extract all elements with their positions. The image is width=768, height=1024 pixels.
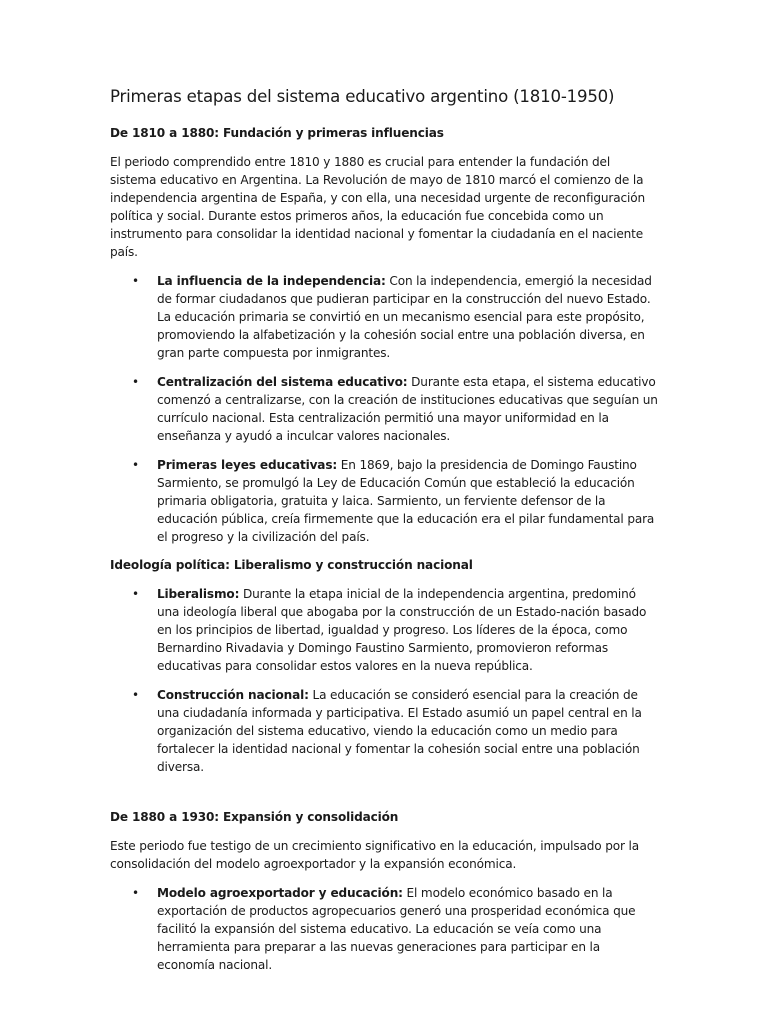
list-item-term: Construcción nacional:: [157, 688, 309, 702]
section-heading-ideologia: Ideología política: Liberalismo y construcción nacional: [110, 558, 473, 572]
bullet-list-ideologia: [110, 585, 658, 776]
list-item-text: Con la independencia, emergió la necesidad de formar ciudadanos que pudieran participar en la construcción del nuevo Estado. La educación primaria se convirtió en un mecanismo esencial para este propósito, promoviendo la alfabetización y la cohesión social entre una población diversa, en gran parte compuesta por inmigrantes.: [157, 274, 652, 360]
bullet-icon: •: [132, 274, 139, 288]
bullet-icon: •: [132, 688, 139, 702]
list-item: [110, 456, 658, 546]
bullet-icon: •: [132, 886, 139, 900]
list-item: [110, 373, 658, 445]
list-item-term: La influencia de la independencia:: [157, 274, 386, 288]
list-item: [110, 272, 658, 362]
bullet-list-1880-1930: [110, 884, 658, 974]
section-paragraph-1810-1880: El periodo comprendido entre 1810 y 1880 es crucial para entender la fundación del sistema educativo en Argentina. La Revolución de mayo de 1810 marcó el comienzo de la independencia argentina de España, y con ella, una necesidad urgente de reconfiguración política y social. Durante estos primeros años, la educación fue concebida como un instrumento para consolidar la identidad nacional y fomentar la ciudadanía en el naciente país.: [110, 155, 645, 259]
list-item-text: La educación se consideró esencial para la creación de una ciudadanía informada y participativa. El Estado asumió un papel central en la organización del sistema educativo, viendo la educación como un medio para fortalecer la identidad nacional y fomentar la cohesión social entre una población diversa.: [157, 688, 642, 774]
list-item-term: Modelo agroexportador y educación:: [157, 886, 403, 900]
list-item: [110, 585, 658, 675]
section-heading-1880-1930: De 1880 a 1930: Expansión y consolidación: [110, 810, 399, 824]
bullet-icon: •: [132, 587, 139, 601]
list-item: [110, 686, 658, 776]
bullet-list-1810-1880: [110, 272, 658, 546]
list-item: [110, 884, 658, 974]
list-item-text: En 1869, bajo la presidencia de Domingo Faustino Sarmiento, se promulgó la Ley de Educación Común que estableció la educación primaria obligatoria, gratuita y laica. Sarmiento, un ferviente defensor de la educación pública, creía firmemente que la educación era el pilar fundamental para el progreso y la civilización del país.: [157, 458, 655, 544]
list-item-term: Primeras leyes educativas:: [157, 458, 338, 472]
section-paragraph-1880-1930: Este periodo fue testigo de un crecimiento significativo en la educación, impulsado por la consolidación del modelo agroexportador y la expansión económica.: [110, 839, 639, 871]
bullet-icon: •: [132, 375, 139, 389]
document-title: Primeras etapas del sistema educativo argentino (1810-1950): [110, 87, 615, 106]
document-page: [110, 86, 658, 985]
section-heading-1810-1880: De 1810 a 1880: Fundación y primeras influencias: [110, 126, 444, 140]
bullet-icon: •: [132, 458, 139, 472]
list-item-term: Liberalismo:: [157, 587, 240, 601]
list-item-text: Durante esta etapa, el sistema educativo comenzó a centralizarse, con la creación de instituciones educativas que seguían un currículo nacional. Esta centralización permitió una mayor uniformidad en la enseñanza y ayudó a inculcar valores nacionales.: [157, 375, 658, 443]
section-spacer: [110, 787, 658, 809]
list-item-term: Centralización del sistema educativo:: [157, 375, 408, 389]
list-item-text: Durante la etapa inicial de la independencia argentina, predominó una ideología liberal que abogaba por la construcción de un Estado-nación basado en los principios de libertad, igualdad y progreso. Los líderes de la época, como Bernardino Rivadavia y Domingo Faustino Sarmiento, promovieron reformas educativas para consolidar estos valores en la nueva república.: [157, 587, 647, 673]
list-item-text: El modelo económico basado en la exportación de productos agropecuarios generó una prosperidad económica que facilitó la expansión del sistema educativo. La educación se veía como una herramienta para preparar a las nuevas generaciones para participar en la economía nacional.: [157, 886, 636, 972]
